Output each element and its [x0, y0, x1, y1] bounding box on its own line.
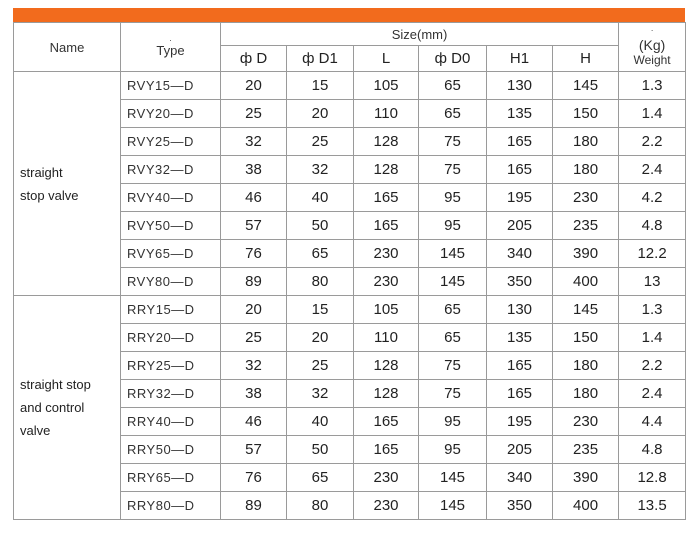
h1-cell: 205: [487, 212, 553, 240]
h1-cell: 195: [487, 408, 553, 436]
d1-cell: 32: [287, 156, 354, 184]
d-cell: 38: [221, 156, 287, 184]
table-header: [14, 23, 686, 72]
type-cell: RVY20—D: [121, 100, 221, 128]
d1-cell: 20: [287, 100, 354, 128]
d1-cell: 20: [287, 324, 354, 352]
weight-cell: 1.3: [619, 296, 686, 324]
group-name-cell: [14, 296, 121, 520]
type-cell: RRY25—D: [121, 352, 221, 380]
type-cell: RVY50—D: [121, 212, 221, 240]
h-cell: 180: [553, 352, 619, 380]
col-header-l: L: [354, 46, 419, 72]
h1-cell: 135: [487, 100, 553, 128]
type-cell: RVY40—D: [121, 184, 221, 212]
d0-cell: 75: [419, 380, 487, 408]
h1-cell: 340: [487, 240, 553, 268]
h-cell: 180: [553, 128, 619, 156]
h-cell: 180: [553, 380, 619, 408]
d-cell: 20: [221, 296, 287, 324]
weight-cell: 13.5: [619, 492, 686, 520]
weight-cell: 13: [619, 268, 686, 296]
col-header-h: H: [553, 46, 619, 72]
d-cell: 57: [221, 212, 287, 240]
weight-cell: 2.2: [619, 352, 686, 380]
type-cell: RRY40—D: [121, 408, 221, 436]
l-cell: 128: [354, 380, 419, 408]
h1-cell: 340: [487, 464, 553, 492]
l-cell: 165: [354, 408, 419, 436]
d-cell: 57: [221, 436, 287, 464]
type-cell: RRY50—D: [121, 436, 221, 464]
h1-cell: 165: [487, 156, 553, 184]
size-header: Size(mm): [221, 23, 619, 46]
weight-cell: 2.4: [619, 156, 686, 184]
d-cell: 89: [221, 268, 287, 296]
d0-cell: 65: [419, 324, 487, 352]
l-cell: 230: [354, 464, 419, 492]
d-cell: 89: [221, 492, 287, 520]
d0-cell: 145: [419, 268, 487, 296]
d0-cell: 145: [419, 492, 487, 520]
d1-cell: 80: [287, 268, 354, 296]
type-cell: RVY65—D: [121, 240, 221, 268]
h1-cell: 165: [487, 352, 553, 380]
h-cell: 150: [553, 100, 619, 128]
d1-cell: 50: [287, 436, 354, 464]
h-cell: 400: [553, 492, 619, 520]
group-name-line: valve: [20, 423, 51, 438]
d-cell: 32: [221, 352, 287, 380]
weight-cell: 1.4: [619, 100, 686, 128]
weight-cell: 2.2: [619, 128, 686, 156]
h1-cell: 350: [487, 268, 553, 296]
h1-cell: 130: [487, 296, 553, 324]
h-cell: 235: [553, 436, 619, 464]
d-cell: 76: [221, 464, 287, 492]
l-cell: 165: [354, 184, 419, 212]
group-name-line: and control: [20, 400, 85, 415]
col-header-d1: ф D1: [287, 46, 354, 72]
d0-cell: 75: [419, 128, 487, 156]
type-cell: RVY32—D: [121, 156, 221, 184]
h1-cell: 350: [487, 492, 553, 520]
d1-cell: 65: [287, 464, 354, 492]
h-cell: 390: [553, 240, 619, 268]
weight-cell: 4.4: [619, 408, 686, 436]
l-cell: 105: [354, 296, 419, 324]
d0-cell: 145: [419, 464, 487, 492]
weight-cell: 2.4: [619, 380, 686, 408]
h1-cell: 205: [487, 436, 553, 464]
type-cell: RRY65—D: [121, 464, 221, 492]
h1-cell: 165: [487, 128, 553, 156]
table-row: [14, 72, 686, 100]
col-header-d0: ф D0: [419, 46, 487, 72]
type-cell: RRY32—D: [121, 380, 221, 408]
weight-cell: 1.4: [619, 324, 686, 352]
d0-cell: 75: [419, 352, 487, 380]
col-header-d: ф D: [221, 46, 287, 72]
type-header: · Type: [121, 23, 221, 72]
d0-cell: 75: [419, 156, 487, 184]
d-cell: 46: [221, 184, 287, 212]
type-cell: RVY25—D: [121, 128, 221, 156]
type-cell: RVY80—D: [121, 268, 221, 296]
l-cell: 165: [354, 212, 419, 240]
d1-cell: 25: [287, 352, 354, 380]
h-cell: 180: [553, 156, 619, 184]
d1-cell: 65: [287, 240, 354, 268]
h-cell: 145: [553, 296, 619, 324]
d-cell: 38: [221, 380, 287, 408]
valve-spec-table-container: [13, 22, 685, 524]
d0-cell: 65: [419, 72, 487, 100]
d0-cell: 65: [419, 100, 487, 128]
l-cell: 128: [354, 128, 419, 156]
d-cell: 25: [221, 324, 287, 352]
table-body: [14, 72, 686, 520]
type-cell: RRY20—D: [121, 324, 221, 352]
weight-cell: 12.8: [619, 464, 686, 492]
d1-cell: 25: [287, 128, 354, 156]
d-cell: 25: [221, 100, 287, 128]
h-cell: 150: [553, 324, 619, 352]
d-cell: 32: [221, 128, 287, 156]
type-header-label: Type: [156, 42, 185, 58]
d1-cell: 15: [287, 72, 354, 100]
d0-cell: 145: [419, 240, 487, 268]
h-cell: 230: [553, 184, 619, 212]
l-cell: 105: [354, 72, 419, 100]
col-header-h1: H1: [487, 46, 553, 72]
h-cell: 390: [553, 464, 619, 492]
weight-unit: (Kg): [638, 37, 666, 53]
d1-cell: 32: [287, 380, 354, 408]
l-cell: 230: [354, 492, 419, 520]
d0-cell: 95: [419, 436, 487, 464]
h1-cell: 135: [487, 324, 553, 352]
weight-label: Weight: [633, 53, 671, 67]
d-cell: 76: [221, 240, 287, 268]
weight-cell: 4.2: [619, 184, 686, 212]
type-cell: RRY80—D: [121, 492, 221, 520]
l-cell: 110: [354, 100, 419, 128]
h1-cell: 165: [487, 380, 553, 408]
group-name-line: stop valve: [20, 187, 79, 203]
group-name-line: straight stop: [20, 377, 91, 392]
d-cell: 46: [221, 408, 287, 436]
l-cell: 110: [354, 324, 419, 352]
weight-cell: 12.2: [619, 240, 686, 268]
d0-cell: 95: [419, 408, 487, 436]
h-cell: 230: [553, 408, 619, 436]
l-cell: 128: [354, 156, 419, 184]
d1-cell: 80: [287, 492, 354, 520]
accent-bar: [13, 8, 685, 22]
group-name-line: straight: [20, 164, 63, 180]
l-cell: 230: [354, 240, 419, 268]
d0-cell: 95: [419, 184, 487, 212]
d1-cell: 15: [287, 296, 354, 324]
type-cell: RVY15—D: [121, 72, 221, 100]
d-cell: 20: [221, 72, 287, 100]
d0-cell: 65: [419, 296, 487, 324]
h1-cell: 130: [487, 72, 553, 100]
d1-cell: 40: [287, 184, 354, 212]
d1-cell: 50: [287, 212, 354, 240]
type-cell: RRY15—D: [121, 296, 221, 324]
valve-spec-table: [13, 22, 686, 520]
l-cell: 165: [354, 436, 419, 464]
l-cell: 230: [354, 268, 419, 296]
weight-cell: 4.8: [619, 212, 686, 240]
h1-cell: 195: [487, 184, 553, 212]
name-header: Name: [14, 23, 121, 72]
table-row: [14, 296, 686, 324]
weight-cell: 1.3: [619, 72, 686, 100]
l-cell: 128: [354, 352, 419, 380]
d1-cell: 40: [287, 408, 354, 436]
weight-header: · (Kg) Weight: [619, 23, 686, 72]
h-cell: 235: [553, 212, 619, 240]
group-name-cell: [14, 72, 121, 296]
h-cell: 145: [553, 72, 619, 100]
weight-cell: 4.8: [619, 436, 686, 464]
d0-cell: 95: [419, 212, 487, 240]
h-cell: 400: [553, 268, 619, 296]
